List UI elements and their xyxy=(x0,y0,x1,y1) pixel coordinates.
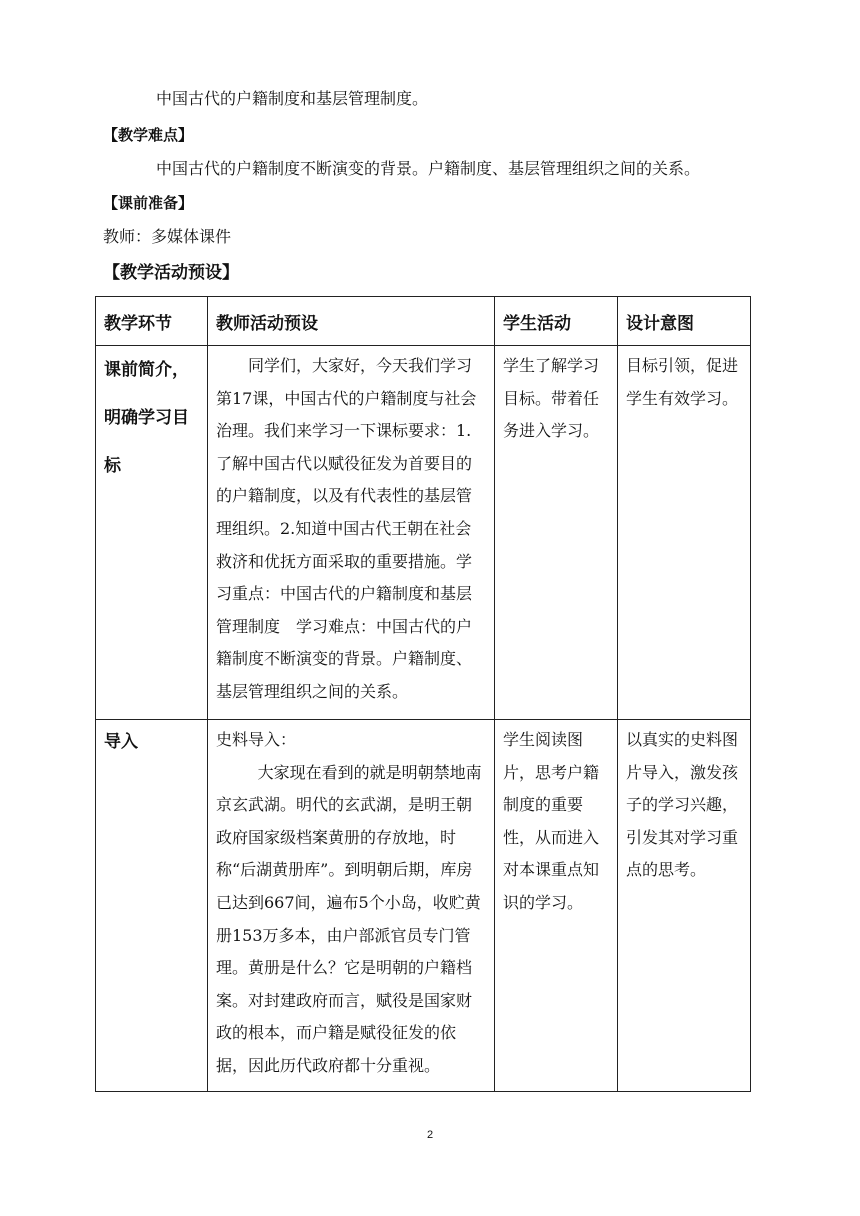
activity-heading: 【教学活动预设】 xyxy=(103,263,239,283)
teacher-text: 大家现在看到的就是明朝禁地南京玄武湖。明代的玄武湖，是明王朝政府国家级档案黄册的存放地，时称“后湖黄册库”。到明朝后期，库房已达到667间，遍布5个小岛，收贮黄册153万多本，由户部派官员专门管理。黄册是什么？它是明朝的户籍档案。对封建政府而言，赋役是国家财政的根本，而户籍是赋役征发的依据，因此历代政府都十分重视。 xyxy=(216,762,482,1075)
student-cell: 学生阅读图片，思考户籍制度的重要性，从而进入对本课重点知识的学习。 xyxy=(495,720,618,1092)
prep-heading: 【课前准备】 xyxy=(103,194,194,212)
prep-text: 教师：多媒体课件 xyxy=(103,227,232,246)
key-points-text: 中国古代的户籍制度和基层管理制度。 xyxy=(156,89,429,108)
header-stage: 教学环节 xyxy=(96,297,208,346)
difficulty-heading: 【教学难点】 xyxy=(103,126,194,144)
difficulty-text: 中国古代的户籍制度不断演变的背景。户籍制度、基层管理组织之间的关系。 xyxy=(156,159,701,178)
teacher-cell xyxy=(208,720,495,1092)
table-row xyxy=(96,346,751,720)
table-row xyxy=(96,720,751,1092)
table-header-row xyxy=(96,297,751,346)
teacher-text: 同学们，大家好，今天我们学习第17课，中国古代的户籍制度与社会治理。我们来学习一下课标要求：1.了解中国古代以赋役征发为首要目的的户籍制度，以及有代表性的基层管理组织。2.知道中国古代王朝在社会救济和优抚方面采取的重要措施。学习重点：中国古代的户籍制度和基层管理制度 学习难点：中国古代的户籍制度不断演变的背景。户籍制度、基层管理组织之间的关系。 xyxy=(216,356,477,701)
student-cell: 学生了解学习目标。带着任务进入学习。 xyxy=(495,346,618,720)
stage-cell: 课前简介，明确学习目标 xyxy=(96,346,208,720)
page-number: 2 xyxy=(426,1129,434,1141)
lesson-plan-table xyxy=(95,296,751,1092)
header-intent: 设计意图 xyxy=(618,297,751,346)
intent-cell: 以真实的史料图片导入，激发孩子的学习兴趣，引发其对学习重点的思考。 xyxy=(618,720,751,1092)
header-student: 学生活动 xyxy=(495,297,618,346)
teacher-intro: 史料导入： xyxy=(216,730,297,749)
stage-cell: 导入 xyxy=(96,720,208,1092)
teacher-cell xyxy=(208,346,495,720)
header-teacher: 教师活动预设 xyxy=(208,297,495,346)
intent-cell: 目标引领，促进学生有效学习。 xyxy=(618,346,751,720)
